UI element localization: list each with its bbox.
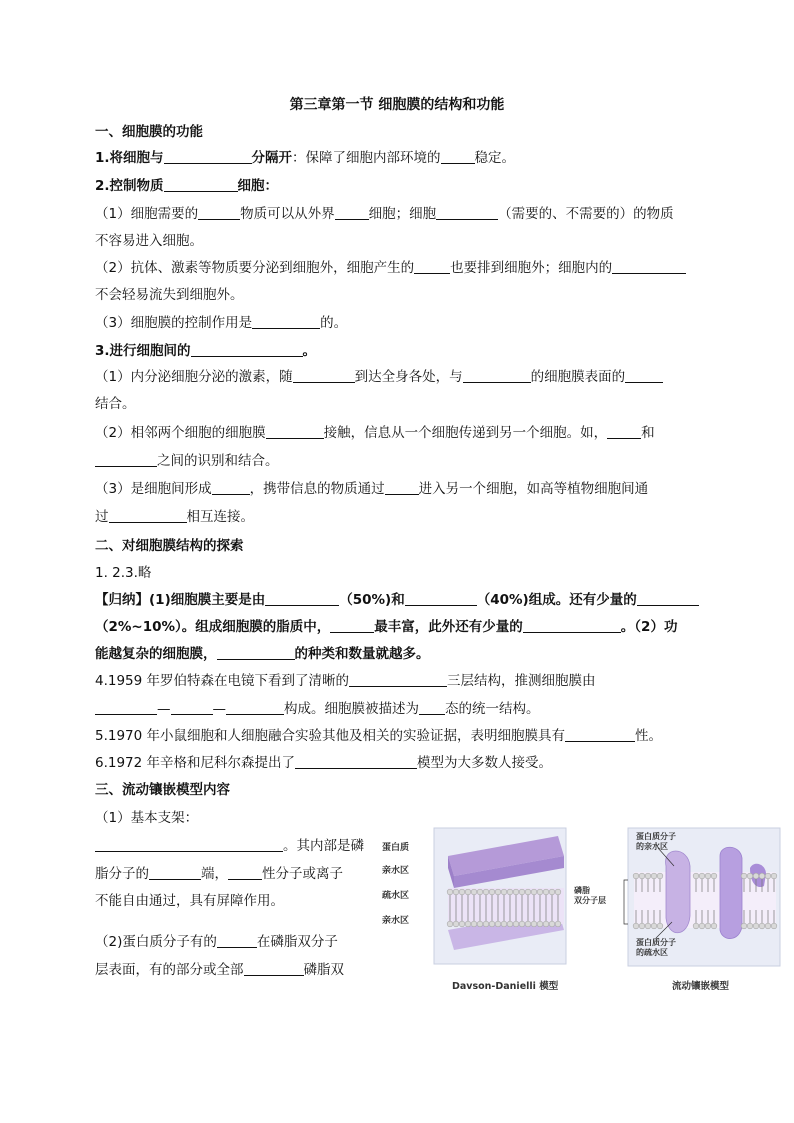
label-protein: 蛋白质: [382, 843, 410, 853]
fluid-mosaic-figure: [570, 826, 782, 968]
fill-blank[interactable]: [607, 423, 641, 439]
fill-blank[interactable]: [335, 204, 369, 220]
phospholipid-head: [549, 921, 555, 927]
phospholipid-head: [699, 923, 705, 929]
fill-blank[interactable]: [191, 341, 303, 357]
text-line-23: （1）基本支架：: [95, 810, 199, 826]
text-line-10: 结合。: [95, 396, 136, 412]
phospholipid-head: [453, 921, 459, 927]
phospholipid-head: [711, 923, 717, 929]
phospholipid-head: [759, 873, 765, 879]
fill-blank[interactable]: [226, 699, 284, 715]
text-line-25: 脂分子的 端， 性分子或离子: [95, 866, 343, 882]
label-hydrophilic-bottom: 亲水区: [382, 916, 410, 926]
phospholipid-head: [537, 889, 543, 895]
phospholipid-head: [495, 889, 501, 895]
text-line-22: 6.1972 年辛格和尼科尔森提出了 模型为大多数人接受。: [95, 755, 553, 771]
fill-blank[interactable]: [565, 726, 635, 742]
phospholipid-head: [525, 889, 531, 895]
fill-blank[interactable]: [171, 699, 213, 715]
fill-blank[interactable]: [217, 644, 295, 660]
phospholipid-head: [771, 873, 777, 879]
fill-blank[interactable]: [95, 836, 283, 852]
davson-danielli-figure: [378, 826, 568, 966]
phospholipid-head: [495, 921, 501, 927]
label-protein-hydrophilic: 蛋白质分子 的亲水区: [636, 832, 676, 851]
fill-blank[interactable]: [637, 590, 699, 606]
phospholipid-head: [633, 923, 639, 929]
phospholipid-head: [447, 889, 453, 895]
page-title: 第三章第一节 细胞膜的结构和功能: [289, 97, 505, 113]
label-hydrophobic: 疏水区: [382, 891, 410, 901]
phospholipid-head: [747, 873, 753, 879]
phospholipid-head: [705, 923, 711, 929]
fill-blank[interactable]: [295, 753, 417, 769]
phospholipid-head: [537, 921, 543, 927]
phospholipid-head: [657, 923, 663, 929]
fill-blank[interactable]: [164, 148, 252, 164]
phospholipid-head: [759, 923, 765, 929]
fill-blank[interactable]: [164, 176, 238, 192]
phospholipid-head: [507, 889, 513, 895]
phospholipid-head: [465, 889, 471, 895]
fill-blank[interactable]: [612, 258, 686, 274]
phospholipid-head: [555, 889, 561, 895]
label-phospholipid-bilayer: 磷脂 双分子层: [574, 886, 606, 905]
phospholipid-head: [753, 873, 759, 879]
phospholipid-head: [645, 873, 651, 879]
fill-blank[interactable]: [523, 617, 621, 633]
phospholipid-head: [555, 921, 561, 927]
phospholipid-head: [657, 873, 663, 879]
phospholipid-head: [501, 889, 507, 895]
fill-blank[interactable]: [95, 451, 157, 467]
phospholipid-head: [453, 889, 459, 895]
summary-line-1: 【归纳】(1)细胞膜主要是由 （50%)和 （40%)组成。还有少量的: [95, 590, 705, 610]
phospholipid-head: [651, 873, 657, 879]
phospholipid-head: [513, 889, 519, 895]
phospholipid-head: [543, 889, 549, 895]
phospholipid-head: [711, 873, 717, 879]
fill-blank[interactable]: [405, 590, 477, 606]
phospholipid-head: [483, 889, 489, 895]
phospholipid-head: [543, 921, 549, 927]
fill-blank[interactable]: [252, 313, 320, 329]
fill-blank[interactable]: [293, 367, 355, 383]
phospholipid-head: [633, 873, 639, 879]
fill-blank[interactable]: [244, 960, 304, 976]
section-heading-exploration: 二、对细胞膜结构的探索: [95, 538, 244, 554]
fill-blank[interactable]: [109, 507, 187, 523]
phospholipid-head: [531, 921, 537, 927]
phospholipid-head: [765, 873, 771, 879]
phospholipid-head: [477, 921, 483, 927]
phospholipid-head: [741, 873, 747, 879]
phospholipid-head: [651, 923, 657, 929]
label-protein-hydrophobic: 蛋白质分子 的疏水区: [636, 938, 676, 957]
text-line-1: 1.将细胞与 分隔开：保障了细胞内部环境的 稳定。: [95, 150, 516, 166]
fill-blank[interactable]: [266, 423, 324, 439]
label-hydrophilic-top: 亲水区: [382, 866, 410, 876]
phospholipid-head: [693, 873, 699, 879]
fill-blank[interactable]: [463, 367, 531, 383]
phospholipid-head: [483, 921, 489, 927]
phospholipid-head: [699, 873, 705, 879]
fill-blank[interactable]: [265, 590, 339, 606]
text-line-19: 4.1959 年罗伯特森在电镜下看到了清晰的 三层结构，推测细胞膜由: [95, 673, 596, 689]
summary-line-2: （2%~10%）。组成细胞膜的脂质中， 最丰富，此外还有少量的 。（2）功: [95, 619, 678, 635]
phospholipid-head: [519, 889, 525, 895]
phospholipid-head: [471, 921, 477, 927]
text-line-26: 不能自由通过，具有屏障作用。: [95, 893, 284, 909]
phospholipid-head: [471, 889, 477, 895]
phospholipid-head: [459, 889, 465, 895]
fill-blank[interactable]: [228, 864, 262, 880]
text-line-13: （3）是细胞间形成 ，携带信息的物质通过 进入另一个细胞，如高等植物细胞间通: [95, 481, 649, 497]
phospholipid-head: [501, 921, 507, 927]
fill-blank[interactable]: [95, 699, 157, 715]
text-line-14: 过 相互连接。: [95, 509, 254, 525]
phospholipid-head: [525, 921, 531, 927]
text-line-24: 。其内部是磷: [95, 836, 385, 856]
phospholipid-head: [645, 923, 651, 929]
section-heading-model: 三、流动镶嵌模型内容: [95, 782, 230, 798]
fill-blank[interactable]: [419, 699, 445, 715]
phospholipid-head: [765, 923, 771, 929]
phospholipid-head: [519, 921, 525, 927]
caption-davson-danielli: Davson-Danielli 模型: [452, 981, 559, 992]
phospholipid-head: [507, 921, 513, 927]
caption-fluid-mosaic: 流动镶嵌模型: [672, 981, 730, 992]
fill-blank[interactable]: [198, 204, 240, 220]
fill-blank[interactable]: [441, 148, 475, 164]
text-line-4: 不容易进入细胞。: [95, 233, 203, 249]
phospholipid-head: [465, 921, 471, 927]
phospholipid-head: [447, 921, 453, 927]
fill-blank[interactable]: [217, 932, 257, 948]
phospholipid-head: [639, 923, 645, 929]
phospholipid-head: [693, 923, 699, 929]
text-line-12: 之间的识别和结合。: [95, 451, 705, 471]
phospholipid-head: [531, 889, 537, 895]
text-line-3: （1）细胞需要的 物质可以从外界 细胞；细胞 （需要的、不需要的）的物质: [95, 206, 674, 222]
fill-blank[interactable]: [149, 864, 201, 880]
fill-blank[interactable]: [436, 204, 498, 220]
phospholipid-head: [513, 921, 519, 927]
phospholipid-head: [705, 873, 711, 879]
text-line-20: — — 构成。细胞膜被描述为 态的统一结构。: [95, 699, 705, 719]
phospholipid-head: [489, 921, 495, 927]
text-line-15: 1. 2.3.略: [95, 565, 152, 581]
fill-blank[interactable]: [385, 479, 419, 495]
text-line-6: 不会轻易流失到细胞外。: [95, 287, 244, 303]
phospholipid-head: [741, 923, 747, 929]
phospholipid-head: [477, 889, 483, 895]
text-line-9: （1）内分泌细胞分泌的激素，随 到达全身各处，与 的细胞膜表面的: [95, 367, 705, 387]
phospholipid-head: [549, 889, 555, 895]
phospholipid-head: [747, 923, 753, 929]
section-heading-functions: 一、细胞膜的功能: [95, 124, 203, 140]
summary-line-3: 能越复杂的细胞膜， 的种类和数量就越多。: [95, 646, 430, 662]
phospholipid-head: [753, 923, 759, 929]
text-line-7: （3）细胞膜的控制作用是 的。: [95, 315, 348, 331]
fill-blank[interactable]: [212, 479, 250, 495]
phospholipid-head: [489, 889, 495, 895]
phospholipid-head: [459, 921, 465, 927]
text-line-11: （2）相邻两个细胞的细胞膜 接触，信息从一个细胞传递到另一个细胞。如， 和: [95, 425, 655, 441]
text-line-21: 5.1970 年小鼠细胞和人细胞融合实验其他及相关的实验证据，表明细胞膜具有 性。: [95, 728, 663, 744]
fill-blank[interactable]: [414, 258, 450, 274]
text-line-27: （2)蛋白质分子有的 在磷脂双分子: [95, 934, 338, 950]
fill-blank[interactable]: [349, 671, 447, 687]
text-line-2: 2.控制物质 细胞：: [95, 178, 279, 194]
fill-blank[interactable]: [330, 617, 374, 633]
phospholipid-head: [639, 873, 645, 879]
text-line-8: 3.进行细胞间的 。: [95, 343, 317, 359]
fill-blank[interactable]: [625, 367, 663, 383]
text-line-28: 层表面，有的部分或全部 磷脂双: [95, 962, 344, 978]
phospholipid-head: [771, 923, 777, 929]
text-line-5: （2）抗体、激素等物质要分泌到细胞外，细胞产生的 也要排到细胞外；细胞内的: [95, 258, 705, 278]
